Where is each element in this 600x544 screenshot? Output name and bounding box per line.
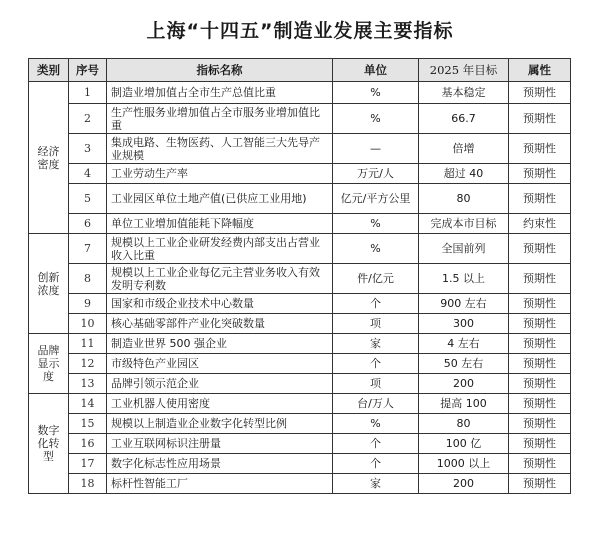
indicator-name: 工业园区单位土地产值(已供应工业用地) [107, 184, 333, 214]
header-unit: 单位 [333, 59, 419, 82]
indicator-name: 生产性服务业增加值占全市服务业增加值比重 [107, 104, 333, 134]
indicator-name: 工业互联网标识注册量 [107, 434, 333, 454]
indicator-name: 规模以上工业企业研发经费内部支出占营业收入比重 [107, 234, 333, 264]
indicator-target: 66.7 [419, 104, 509, 134]
table-row [29, 354, 571, 374]
indicator-unit: % [333, 104, 419, 134]
indicator-attribute: 预期性 [509, 334, 571, 354]
row-number: 13 [69, 374, 107, 394]
table-row [29, 184, 571, 214]
category-label: 创新浓度 [37, 270, 60, 297]
indicator-attribute: 预期性 [509, 294, 571, 314]
indicator-attribute: 预期性 [509, 82, 571, 104]
indicator-attribute: 预期性 [509, 234, 571, 264]
row-number: 14 [69, 394, 107, 414]
indicator-unit: — [333, 134, 419, 164]
indicator-attribute: 约束性 [509, 214, 571, 234]
row-number: 15 [69, 414, 107, 434]
indicator-unit: 个 [333, 454, 419, 474]
indicator-unit: 个 [333, 294, 419, 314]
indicator-target: 1.5 以上 [419, 264, 509, 294]
row-number: 12 [69, 354, 107, 374]
indicator-target: 100 亿 [419, 434, 509, 454]
indicator-name: 制造业增加值占全市生产总值比重 [107, 82, 333, 104]
indicator-name: 制造业世界 500 强企业 [107, 334, 333, 354]
row-number: 10 [69, 314, 107, 334]
indicator-unit: % [333, 234, 419, 264]
table-row [29, 474, 571, 494]
indicator-name: 标杆性智能工厂 [107, 474, 333, 494]
indicator-unit: 家 [333, 334, 419, 354]
category-cell [29, 334, 69, 394]
table-row [29, 134, 571, 164]
indicator-unit: % [333, 414, 419, 434]
table-row [29, 294, 571, 314]
row-number: 16 [69, 434, 107, 454]
indicator-name: 规模以上工业企业每亿元主营业务收入有效发明专利数 [107, 264, 333, 294]
indicator-target: 300 [419, 314, 509, 334]
indicator-target: 80 [419, 184, 509, 214]
indicator-name: 核心基础零部件产业化突破数量 [107, 314, 333, 334]
indicator-target: 提高 100 [419, 394, 509, 414]
row-number: 11 [69, 334, 107, 354]
table-row [29, 82, 571, 104]
indicator-attribute: 预期性 [509, 164, 571, 184]
header-name: 指标名称 [107, 59, 333, 82]
row-number: 6 [69, 214, 107, 234]
indicator-unit: 个 [333, 354, 419, 374]
indicator-target: 4 左右 [419, 334, 509, 354]
header-target: 2025 年目标 [419, 59, 509, 82]
table-row [29, 374, 571, 394]
indicator-name: 品牌引领示范企业 [107, 374, 333, 394]
table-row [29, 314, 571, 334]
table-row [29, 434, 571, 454]
indicator-attribute: 预期性 [509, 264, 571, 294]
indicator-attribute: 预期性 [509, 354, 571, 374]
row-number: 8 [69, 264, 107, 294]
indicator-target: 全国前列 [419, 234, 509, 264]
indicator-name: 单位工业增加值能耗下降幅度 [107, 214, 333, 234]
indicator-unit: % [333, 214, 419, 234]
table-row [29, 164, 571, 184]
row-number: 1 [69, 82, 107, 104]
indicator-unit: 家 [333, 474, 419, 494]
row-number: 17 [69, 454, 107, 474]
row-number: 7 [69, 234, 107, 264]
indicator-unit: 台/万人 [333, 394, 419, 414]
indicator-attribute: 预期性 [509, 134, 571, 164]
table-header-row [29, 59, 571, 82]
table-row [29, 394, 571, 414]
indicator-attribute: 预期性 [509, 454, 571, 474]
indicator-unit: % [333, 82, 419, 104]
indicator-attribute: 预期性 [509, 414, 571, 434]
row-number: 3 [69, 134, 107, 164]
table-row [29, 214, 571, 234]
indicator-attribute: 预期性 [509, 434, 571, 454]
row-number: 4 [69, 164, 107, 184]
indicator-target: 基本稳定 [419, 82, 509, 104]
indicator-target: 50 左右 [419, 354, 509, 374]
indicator-unit: 个 [333, 434, 419, 454]
category-cell [29, 82, 69, 234]
indicator-unit: 亿元/平方公里 [333, 184, 419, 214]
category-cell [29, 394, 69, 494]
table-row [29, 104, 571, 134]
row-number: 9 [69, 294, 107, 314]
indicator-name: 国家和市级企业技术中心数量 [107, 294, 333, 314]
row-number: 5 [69, 184, 107, 214]
category-cell [29, 234, 69, 334]
table-row [29, 234, 571, 264]
indicator-name: 数字化标志性应用场景 [107, 454, 333, 474]
table-row [29, 414, 571, 434]
row-number: 18 [69, 474, 107, 494]
indicator-target: 200 [419, 374, 509, 394]
table-row [29, 334, 571, 354]
indicator-name: 工业劳动生产率 [107, 164, 333, 184]
indicator-attribute: 预期性 [509, 474, 571, 494]
indicator-name: 市级特色产业园区 [107, 354, 333, 374]
indicator-target: 超过 40 [419, 164, 509, 184]
header-no: 序号 [69, 59, 107, 82]
category-label: 数字化转型 [37, 424, 60, 463]
indicator-unit: 件/亿元 [333, 264, 419, 294]
indicator-attribute: 预期性 [509, 394, 571, 414]
indicator-attribute: 预期性 [509, 374, 571, 394]
page-title: 上海“十四五”制造业发展主要指标 [146, 20, 454, 42]
header-category: 类别 [29, 59, 69, 82]
indicator-target: 200 [419, 474, 509, 494]
indicator-attribute: 预期性 [509, 104, 571, 134]
indicator-name: 工业机器人使用密度 [107, 394, 333, 414]
indicator-attribute: 预期性 [509, 314, 571, 334]
indicator-target: 900 左右 [419, 294, 509, 314]
indicator-unit: 项 [333, 314, 419, 334]
table-row [29, 454, 571, 474]
indicator-target: 倍增 [419, 134, 509, 164]
row-number: 2 [69, 104, 107, 134]
indicator-target: 1000 以上 [419, 454, 509, 474]
indicator-target: 完成本市目标 [419, 214, 509, 234]
category-label: 品牌显示度 [37, 344, 60, 383]
indicator-unit: 项 [333, 374, 419, 394]
indicator-unit: 万元/人 [333, 164, 419, 184]
indicator-attribute: 预期性 [509, 184, 571, 214]
indicator-name: 集成电路、生物医药、人工智能三大先导产业规模 [107, 134, 333, 164]
table-row [29, 264, 571, 294]
indicator-name: 规模以上制造业企业数字化转型比例 [107, 414, 333, 434]
header-attr: 属性 [509, 59, 571, 82]
indicator-table [28, 58, 571, 494]
indicator-target: 80 [419, 414, 509, 434]
category-label: 经济密度 [37, 144, 60, 171]
